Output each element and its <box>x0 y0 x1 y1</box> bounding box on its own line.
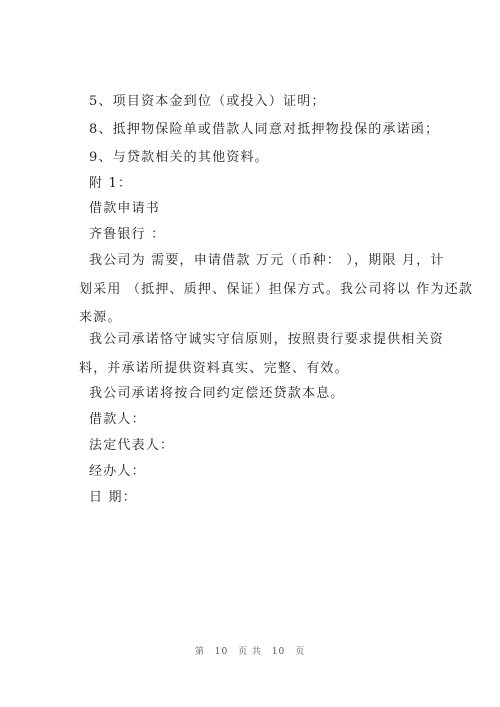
list-item-9: 9、与贷款相关的其他资料。 <box>89 150 269 165</box>
paragraph-line: 划采用 （抵押、质押、保证）担保方式。我公司将以 作为还款 <box>79 281 474 297</box>
paragraph-line: 我公司为 需要，申请借款 万元（币种： ），期限 月，计 <box>89 253 445 268</box>
footer-total-pages: 10 <box>271 647 286 657</box>
signature-date: 日 期： <box>89 490 137 505</box>
page-footer <box>0 644 500 657</box>
signature-borrower: 借款人： <box>89 412 146 427</box>
footer-prefix: 第 <box>194 647 205 657</box>
paragraph-repayment: 我公司承诺将按合同约定偿还贷款本息。 <box>89 386 345 401</box>
signature-handler: 经办人： <box>89 464 146 479</box>
paragraph-line: 来源。 <box>79 310 122 325</box>
signature-legal-rep: 法定代表人： <box>89 438 175 453</box>
paragraph-line: 料，并承诺所提供资料真实、完整、有效。 <box>79 360 349 376</box>
paragraph-line: 我公司承诺恪守诚实守信原则，按照贵行要求提供相关资 <box>89 332 445 347</box>
form-title: 借款申请书 <box>89 201 161 216</box>
footer-middle: 页 共 <box>238 647 262 657</box>
appendix-label: 附 1： <box>89 176 133 191</box>
footer-suffix: 页 <box>295 647 306 657</box>
paragraph-loan-request <box>79 247 474 333</box>
footer-page-number: 10 <box>214 647 229 657</box>
list-item-8: 8、抵押物保险单或借款人同意对抵押物投保的承诺函； <box>89 122 440 137</box>
list-item-5: 5、项目资本金到位（或投入）证明； <box>89 94 326 109</box>
addressee: 齐鲁银行 ： <box>89 227 166 242</box>
paragraph-commitment <box>79 326 445 383</box>
